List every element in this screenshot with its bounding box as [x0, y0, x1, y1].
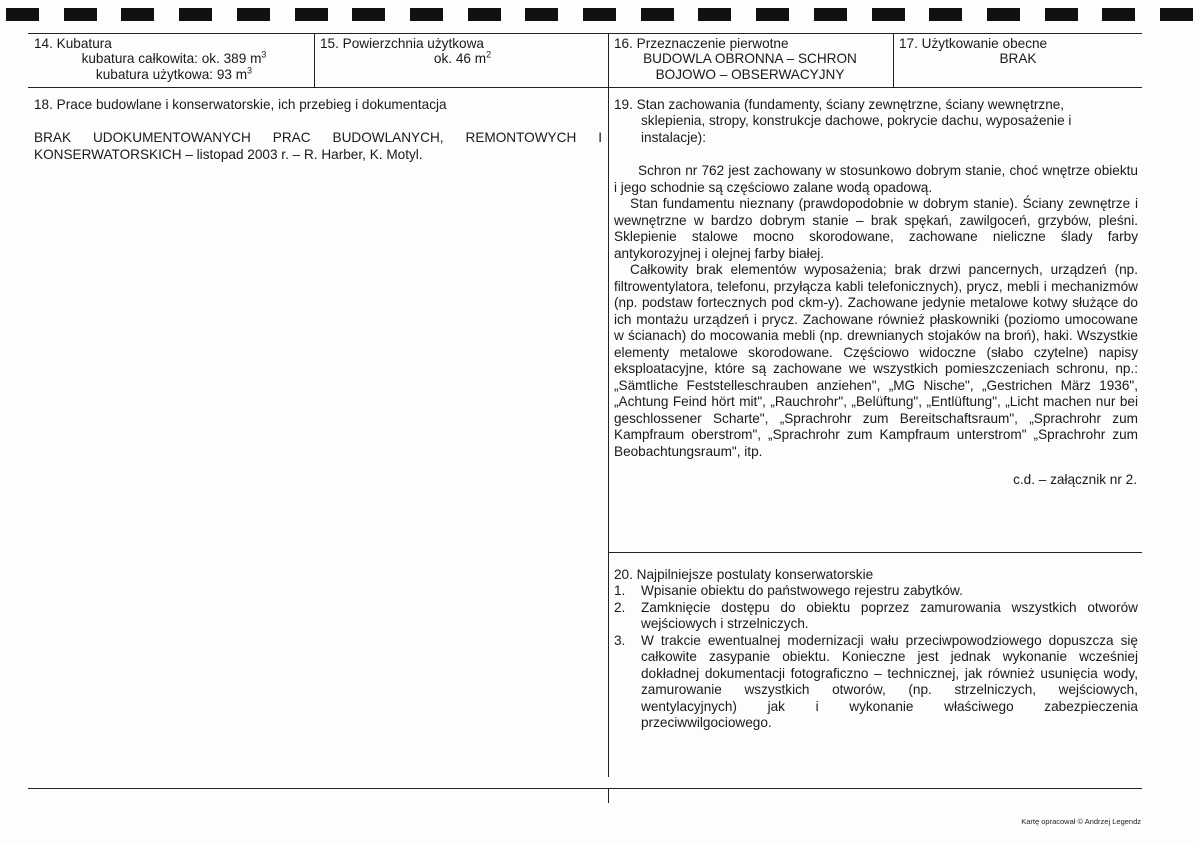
list-item: 2. Zamknięcie dostępu do obiektu poprzez zamurowania wszystkich otworów wejściowych i strzelniczych. — [614, 599, 1138, 631]
perforation-dash — [872, 8, 905, 21]
s16-line1: BUDOWLA OBRONNA – SCHRON — [643, 51, 857, 66]
perforation-dash — [121, 8, 154, 21]
list-item: 1. Wpisanie obiektu do państwowego rejestru zabytków. — [614, 583, 963, 598]
s19-paragraph-1: Schron nr 762 jest zachowany w stosunkowo dobrym stanie, choć wnętrze obiektu i jego schodnie są częściowo zalane wodą opadową. — [614, 163, 1138, 195]
footer-tick — [608, 789, 609, 803]
s15-value: ok. 46 $m^2$ — [433, 49, 492, 66]
s19-title-line3: instalacje): — [641, 130, 706, 145]
s20-postulates-list — [614, 583, 1138, 732]
s14-total-volume: kubatura całkowita: ok. 389 $m^3$ — [81, 49, 267, 66]
s16-line2: BOJOWO – OBSERWACYJNY — [655, 67, 845, 82]
s14-usable-volume: kubatura użytkowa: 93 $m^3$ — [95, 65, 253, 82]
perforation-dash — [468, 8, 501, 21]
s15-title: 15. Powierzchnia użytkowa — [320, 36, 484, 51]
s14-usable-volume-exp: 3 — [247, 65, 253, 76]
perforation-dash — [987, 8, 1020, 21]
author-credit: Kartę opracował © Andrzej Legendz — [1021, 817, 1141, 826]
s14-total-volume-exp: 3 — [261, 49, 267, 60]
s19-body — [614, 163, 1138, 460]
main-vertical-divider — [608, 87, 609, 777]
perforation-dash — [641, 8, 674, 21]
s19-title-line2: sklepienia, stropy, konstrukcje dachowe, pokrycie dachu, wyposażenie i — [641, 113, 1072, 128]
s19-title-line1: 19. Stan zachowania (fundamenty, ściany zewnętrzne, ściany wewnętrzne, — [614, 97, 1065, 112]
perforation-dash — [352, 8, 385, 21]
s18-title: 18. Prace budowlane i konserwatorskie, ich przebieg i dokumentacja — [34, 97, 447, 112]
s16-title: 16. Przeznaczenie pierwotne — [614, 36, 789, 51]
perforation-dash — [64, 8, 97, 21]
s18-line1: BRAK UDOKUMENTOWANYCH PRAC BUDOWLANYCH, REMONTOWYCH I — [34, 130, 602, 145]
divider-19-20 — [609, 552, 1142, 553]
s18-line2: KONSERWATORSKICH – listopad 2003 r. – R. Harber, K. Motyl. — [34, 147, 423, 162]
perforation-dash — [929, 8, 962, 21]
perforation-dash — [583, 8, 616, 21]
perforation-dash — [1160, 8, 1193, 21]
perforation-dash — [756, 8, 789, 21]
perforation-dash — [814, 8, 847, 21]
perforation-dash — [295, 8, 328, 21]
top-dash-strip — [0, 8, 1199, 22]
s15-value-exp: 2 — [486, 49, 492, 60]
footer-rule — [28, 788, 1142, 789]
s20-title: 20. Najpilniejsze postulaty konserwatorskie — [614, 567, 874, 582]
header-top-rule — [28, 33, 1142, 34]
list-item: 3. W trakcie ewentualnej modernizacji wału przeciwpowodziowego dopuszcza się całkowite zasypanie obiektu. Konieczne jest jednak wykonanie wcześniej dokładnej dokumentacji fotograficzno – technicznej, jak również usunięcia wody, zamurowanie wszystkich otworów, (np. strzelniczych, wejściowych, wentylacyjnych) jak i wykonanie właściwego zabezpieczenia przeciwwilgociowego. — [614, 632, 1138, 730]
perforation-dash — [6, 8, 39, 21]
perforation-dash — [410, 8, 443, 21]
perforation-dash — [698, 8, 731, 21]
perforation-dash — [1102, 8, 1135, 21]
s19-paragraph-3: Całkowity brak elementów wyposażenia; brak drzwi pancernych, urządzeń (np. filtrowentylatora, telefonu, przyłącza kabli telefonicznych), prycz, mebli i mechanizmów (np. podstaw fortecznych pod ckm-y). Zachowane jedynie metalowe kotwy służące do ich montażu urządzeń i prycz. Zachowane również płaskowniki (poziomo umocowane w ścianach) do mocowania mebli (np. drewnianych stojaków na broń), haki. Wszystkie elementy metalowe skorodowane. Częściowo widoczne (słabo czytelne) napisy eksploatacyjne, które są zachowane we wszystkich pomieszczeniach schronu, np.: „Sämtliche Feststelleschrauben anziehen", „MG Nische", „Gestrichen März 1936",„Achtung Feind hört mit", „Rauchrohr", „Belüftung", „Entlüftung", „Licht machen nur bei geschlossener Scharte", „Sprachrohr zum Bereitschaftsraum", „Sprachrohr zum Kampfraum oberstrom", „Sprachrohr zum Kampfraum unterstrom" „Sprachrohr zum Beobachtungsraum", itp. — [614, 262, 1138, 459]
s17-value: BRAK — [999, 51, 1037, 66]
divider-14-15 — [314, 33, 315, 87]
perforation-dash — [1045, 8, 1078, 21]
header-bottom-rule — [28, 87, 1142, 88]
perforation-dash — [237, 8, 270, 21]
s19-paragraph-2: Stan fundamentu nieznany (prawdopodobnie w dobrym stanie). Ściany zewnętrze i wewnętrzne w bardzo dobrym stanie – brak spękań, zawilgoceń, grzybów, pleśni. Sklepienie stalowe mocno skorodowane, zachowane nieliczne ślady farby antykorozyjnej i olejnej farby białej. — [614, 196, 1138, 261]
perforation-dash — [179, 8, 212, 21]
perforation-dash — [525, 8, 558, 21]
s19-continued-note: c.d. – załącznik nr 2. — [1013, 472, 1137, 487]
s14-title: 14. Kubatura — [34, 36, 112, 51]
s17-title: 17. Użytkowanie obecne — [899, 36, 1048, 51]
